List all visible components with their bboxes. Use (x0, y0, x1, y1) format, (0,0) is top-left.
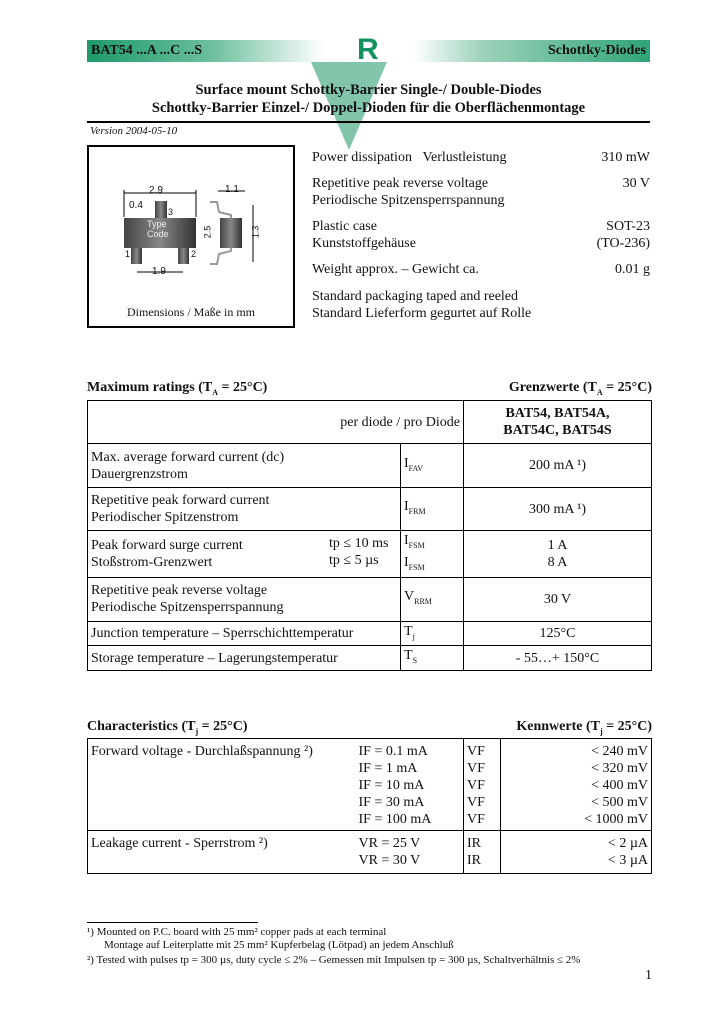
param: Junction temperature – Sperrschichttemperatur (88, 621, 401, 646)
spec-power (312, 149, 650, 166)
param: Peak forward surge current (91, 537, 243, 553)
title-en: Surface mount Schottky-Barrier Single-/ Double-Diodes (195, 82, 542, 98)
symbol: VF (467, 812, 485, 827)
footnote-1: ¹) Mounted on P.C. board with 25 mm² copper pads at each terminal (87, 926, 387, 938)
condition: tp ≤ 5 µs (329, 553, 379, 568)
cell-line: IF = 0.1 mA (358, 744, 428, 759)
table-row (88, 831, 652, 874)
param-de: Periodischer Spitzenstrom (91, 510, 239, 525)
symbol: VF (467, 744, 485, 759)
version: Version 2004-05-10 (90, 125, 178, 137)
param: Forward voltage - Durchlaßspannung ²) (88, 739, 356, 831)
param-de: Dauergrenzstrom (91, 466, 188, 482)
heading-end: = 25°C) (602, 380, 652, 395)
symbol: IR (467, 853, 481, 868)
heading-text: Characteristics (T (87, 719, 196, 734)
divider (87, 121, 650, 123)
table-row (88, 646, 652, 671)
spec-label-de: Standard Lieferform gegurtet auf Rolle (312, 306, 532, 321)
spec-value: 30 V (622, 176, 650, 191)
pin2-label: 2 (191, 249, 197, 259)
heading-end: = 25°C) (218, 380, 268, 395)
symbols (464, 831, 501, 874)
cell-line: < 240 mV (591, 744, 648, 759)
per-diode: per diode / pro Diode (88, 401, 464, 444)
dim-pin: 0.4 (129, 200, 143, 211)
heading-de: Kennwerte (T (516, 719, 600, 734)
dim-depth: 1.1 (225, 184, 239, 195)
heading-sub: A (212, 387, 218, 397)
dim-width: 2.9 (149, 185, 163, 196)
symbol: I (404, 554, 409, 570)
cell-line: IF = 10 mA (358, 778, 425, 793)
param-de: Periodische Spitzensperrspannung (91, 600, 284, 616)
table-header-row (88, 401, 652, 444)
spec-case (312, 218, 650, 252)
value: 30 V (464, 577, 652, 621)
param: Repetitive peak forward current (91, 493, 270, 508)
value: 200 mA ¹) (464, 444, 652, 488)
table-row (88, 444, 652, 488)
cell-line: VR = 25 V (358, 836, 421, 851)
pin3-label: 3 (168, 207, 174, 217)
package-drawing (87, 145, 295, 328)
title-de: Schottky-Barrier Einzel-/ Doppel-Dioden für die Oberflächenmontage (151, 100, 586, 116)
max-ratings-heading (87, 380, 652, 397)
symbol: I (404, 533, 409, 548)
spec-label: Standard packaging taped and reeled (312, 289, 519, 304)
characteristics-heading (87, 719, 652, 736)
spec-label: Power dissipation (312, 150, 412, 165)
part-number: BAT54 ...A ...C ...S (91, 43, 202, 58)
types-2: BAT54C, BAT54S (503, 423, 612, 438)
heading-de: Grenzwerte (T (508, 380, 597, 395)
footnote-1-de: Montage auf Leiterplatte mit 25 mm² Kupferbelag (Lötpad) an jedem Anschluß (104, 939, 454, 951)
symbol-sub: FSM (408, 562, 425, 572)
cell-line: < 400 mV (591, 778, 648, 793)
symbol-sub: S (412, 656, 418, 666)
symbol: IR (467, 836, 481, 851)
param: Leakage current - Sperrstrom ²) (88, 831, 356, 874)
value: 125°C (464, 621, 652, 646)
heading-end: = 25°C) (198, 719, 248, 734)
symbol-sub: j (412, 631, 415, 641)
symbols (464, 739, 501, 831)
values (501, 739, 652, 831)
values (501, 831, 652, 874)
symbol: VF (467, 761, 485, 776)
characteristics-table (87, 738, 652, 874)
category: Schottky-Diodes (547, 43, 646, 58)
dim-height: 2.5 (202, 225, 213, 239)
sot23-drawing (89, 147, 293, 297)
cell-line: < 320 mV (591, 761, 648, 776)
param: Repetitive peak reverse voltage (91, 583, 268, 599)
heading-end: = 25°C) (602, 719, 652, 734)
heading-sub: A (596, 387, 603, 397)
spec-packaging (312, 288, 650, 322)
spec-label: Plastic case (312, 219, 377, 234)
value: 1 A (547, 537, 568, 553)
spec-label-de: Verlustleistung (422, 150, 507, 165)
cell-line: IF = 30 mA (358, 795, 425, 810)
marking-type: Type (147, 219, 167, 229)
footnote-rule (87, 922, 258, 923)
symbol: VF (467, 778, 485, 793)
table-row (88, 531, 652, 578)
symbol-sub: FSM (408, 540, 425, 550)
spec-label-de: Periodische Spitzensperrspannung (312, 193, 505, 208)
param-de: Stoßstrom-Grenzwert (91, 554, 213, 570)
pin1-label: 1 (125, 249, 131, 259)
condition: tp ≤ 10 ms (329, 536, 389, 551)
cell-line: VR = 30 V (358, 853, 421, 868)
symbol: VF (467, 795, 485, 810)
param: Storage temperature – Lagerungstemperatur (88, 646, 401, 671)
param: Max. average forward current (dc) (91, 449, 285, 465)
types-1: BAT54, BAT54A, (505, 406, 610, 421)
spec-vrrm (312, 175, 650, 209)
dim-body: 1.3 (250, 225, 261, 239)
cell-line: < 2 µA (607, 836, 648, 851)
cell-line: IF = 100 mA (358, 812, 432, 827)
max-ratings-table (87, 400, 652, 671)
conditions (356, 739, 464, 831)
heading-sub: j (599, 726, 603, 736)
spec-value: 310 mW (601, 150, 650, 165)
spec-value-2: (TO-236) (596, 236, 650, 251)
page-number: 1 (645, 968, 652, 983)
heading-text: Maximum ratings (T (87, 380, 213, 395)
symbol: V (404, 589, 415, 605)
cell-line: < 3 µA (607, 853, 648, 868)
cell-line: < 500 mV (591, 795, 648, 810)
cell-line: < 1000 mV (584, 812, 648, 827)
value: 300 mA ¹) (464, 488, 652, 531)
footnote-2: ²) Tested with pulses tp = 300 µs, duty cycle ≤ 2% – Gemessen mit Impulsen tp = 300 µs, Schaltverhältnis ≤ 2% (87, 954, 581, 966)
cell-line: IF = 1 mA (358, 761, 418, 776)
spec-label: Repetitive peak reverse voltage (312, 176, 489, 191)
value: - 55…+ 150°C (464, 646, 652, 671)
dim-pitch: 1.9 (152, 266, 166, 277)
spec-label: Weight approx. – Gewicht ca. (312, 262, 479, 277)
spec-value: 0.01 g (615, 262, 650, 277)
table-row (88, 577, 652, 621)
symbol-sub: RRM (414, 596, 432, 606)
table-row (88, 621, 652, 646)
spec-weight (312, 261, 650, 278)
value: 8 A (547, 554, 568, 570)
symbol: T (404, 623, 413, 639)
symbol-sub: FAV (408, 463, 424, 473)
spec-value: SOT-23 (606, 219, 650, 234)
symbol: I (404, 499, 409, 515)
marking-code: Code (147, 229, 169, 239)
symbol: T (404, 648, 413, 664)
symbol-sub: FRM (408, 506, 426, 516)
brand-logo: R (357, 33, 379, 66)
spec-label-de: Kunststoffgehäuse (312, 236, 416, 251)
heading-sub: j (195, 726, 199, 736)
conditions (356, 831, 464, 874)
table-row (88, 488, 652, 531)
symbol: I (404, 455, 409, 471)
drawing-caption: Dimensions / Maße in mm (127, 305, 255, 319)
table-row (88, 739, 652, 831)
